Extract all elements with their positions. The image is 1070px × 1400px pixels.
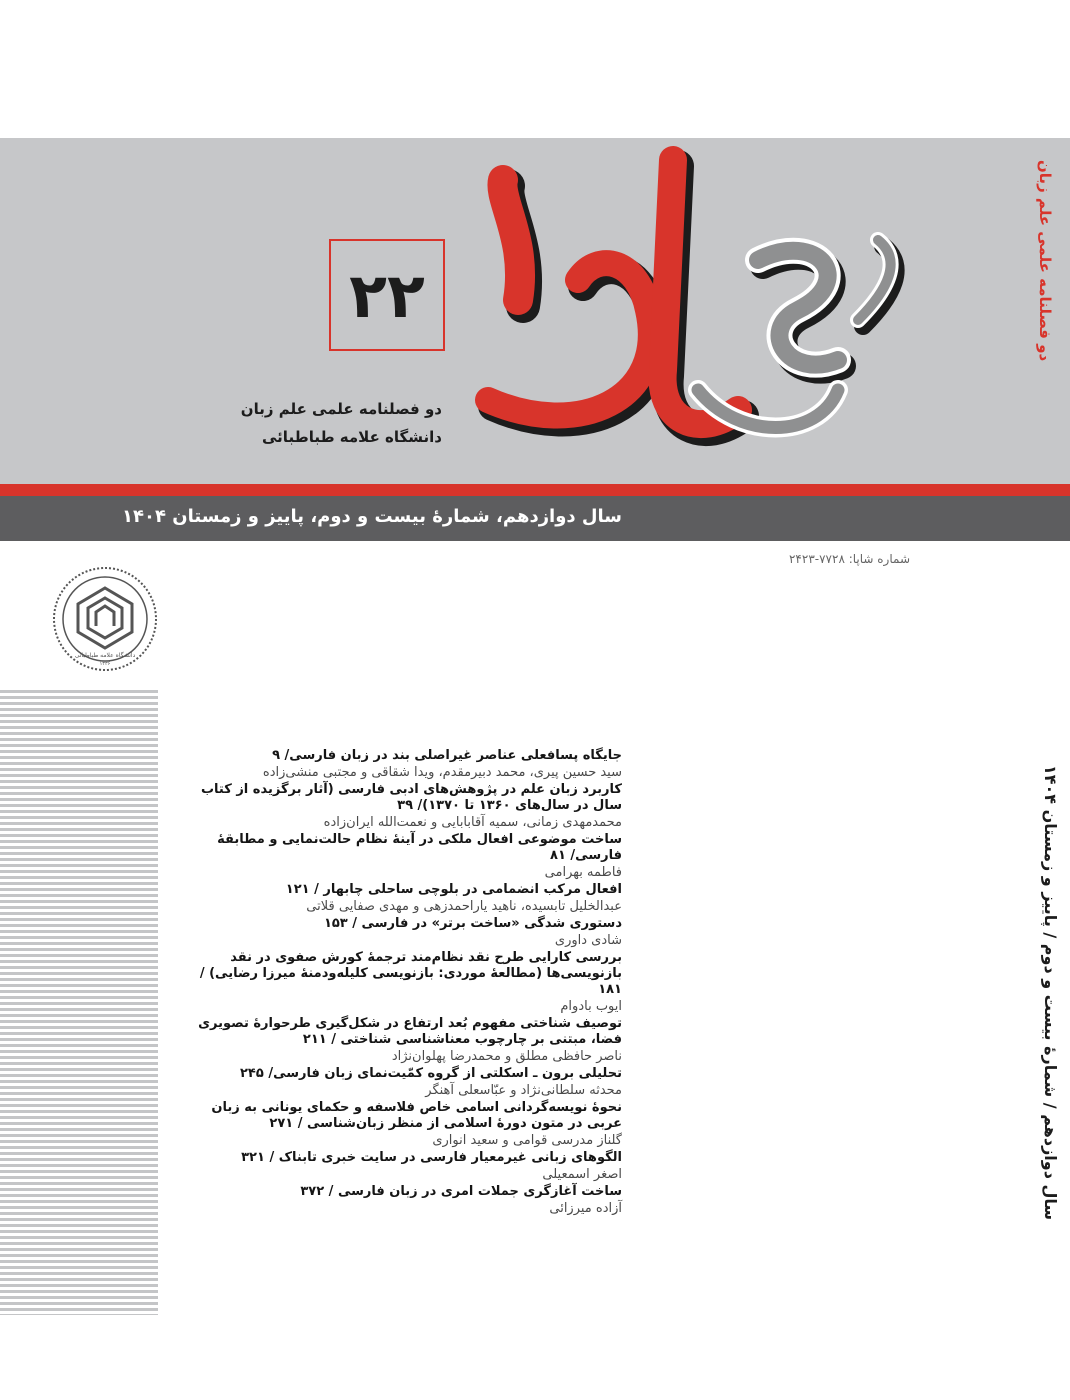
toc-authors: ناصر حافظی مطلق و محمدرضا پهلوان‌نژاد [391,1049,622,1064]
toc-item [172,748,622,782]
toc-title: ساخت موضوعی افعال ملکی در آینۀ نظام حالت‌نمایی و مطابقۀ فارسی/ ۸۱ [217,832,622,863]
toc-title: ساخت آغازگری جملات امری در زبان فارسی / ۳۷۲ [300,1184,622,1199]
toc-authors: سید حسین پیری، محمد دبیرمقدم، ویدا شقاقی و مجتبی منشی‌زاده [262,765,622,780]
toc-title: نحوۀ نویسه‌گردانی اسامی خاص فلاسفه و حکمای یونانی به زبان عربی در متون دورۀ اسلامی از منظر زبان‌شناسی / ۲۷۱ [211,1100,622,1131]
issn: شماره شاپا: ۷۷۲۸-۲۴۲۳ [788,552,910,566]
toc-authors: عبدالخلیل تابسیده، ناهید یاراحمدزهی و مهدی صفایی قلاتی [306,899,622,914]
spine-text: سال دوازدهم / شمارۀ بیست و دوم / پاییز و زمستان ۱۴۰۴ [1041,764,1060,1220]
table-of-contents [172,748,622,1218]
toc-title: افعال مرکب انضمامی در بلوچی ساحلی چابهار / ۱۲۱ [285,882,622,897]
toc-item [172,1150,622,1184]
issue-number: ۲۲ [329,239,445,351]
side-title: دو فصلنامه علمی علم زبان [1036,160,1054,362]
university-seal-icon [52,566,158,672]
toc-authors: ایوب بادوام [560,999,622,1014]
toc-item [172,1184,622,1218]
toc-authors: گلناز مدرسی قوامی و سعید انواری [432,1133,622,1148]
journal-logotype [458,140,928,480]
toc-authors: شادی داوری [554,933,622,948]
journal-logotype-text: علم زبان [458,140,462,141]
toc-title: توصیف شناختی مفهوم بُعد ارتفاع در شکل‌گیری طرحوارۀ تصویری فضا، مبتنی بر چارچوب معناشناسی شناختی / ۲۱۱ [198,1016,622,1047]
toc-title: بررسی کارایی طرح نقد نظام‌مند ترجمۀ کورش صفوی در نقد بازنویسی‌ها (مطالعۀ موردی: بازنویسی کلیله‌ودمنۀ میرزا رضایی) / ۱۸۱ [199,950,622,997]
seal-caption: دانشگاه علامه طباطبائی [74,652,136,659]
toc-title: کاربرد زبان علم در پژوهش‌های ادبی فارسی (آثار برگزیده از کتاب سال در سال‌های ۱۳۶۰ تا ۱۳۷۰)/ ۳۹ [200,782,622,813]
toc-title: دستوری شدگی «ساخت برتر» در فارسی / ۱۵۳ [323,916,622,931]
toc-item [172,916,622,950]
toc-item [172,1016,622,1066]
toc-item [172,950,622,1016]
volume-issue-line: سال دوازدهم، شمارۀ بیست و دوم، پاییز و زمستان ۱۴۰۴ [122,506,622,527]
toc-title: الگوهای زبانی غیرمعیار فارسی در سایت خبری تابناک / ۳۲۱ [241,1150,622,1165]
toc-authors: فاطمه بهرامی [544,865,622,880]
toc-authors: اصغر اسمعیلی [542,1167,622,1182]
toc-title: تحلیلی برون ـ اسکلتی از گروه کمّیت‌نمای زبان فارسی/ ۲۴۵ [239,1066,622,1081]
red-divider [0,484,1070,496]
decorative-stripes [0,690,158,1315]
toc-item [172,832,622,882]
toc-item [172,782,622,832]
toc-item [172,1066,622,1100]
toc-item [172,1100,622,1150]
toc-authors: محدثه سلطانی‌نژاد و عبّاسعلی آهنگر [425,1083,622,1098]
subtitle-university: دانشگاه علامه طباطبائی [262,428,442,446]
toc-authors: آزاده میرزائی [549,1201,622,1216]
subtitle-journal: دو فصلنامه علمی علم زبان [240,400,442,418]
seal-year: ۱۳۳۶ [99,661,111,667]
toc-authors: محمدمهدی زمانی، سمیه آقابابایی و نعمت‌الله ایران‌زاده [323,815,622,830]
toc-item [172,882,622,916]
toc-title: جایگاه پسافعلی عناصر غیراصلی بند در زبان فارسی/ ۹ [272,748,622,763]
